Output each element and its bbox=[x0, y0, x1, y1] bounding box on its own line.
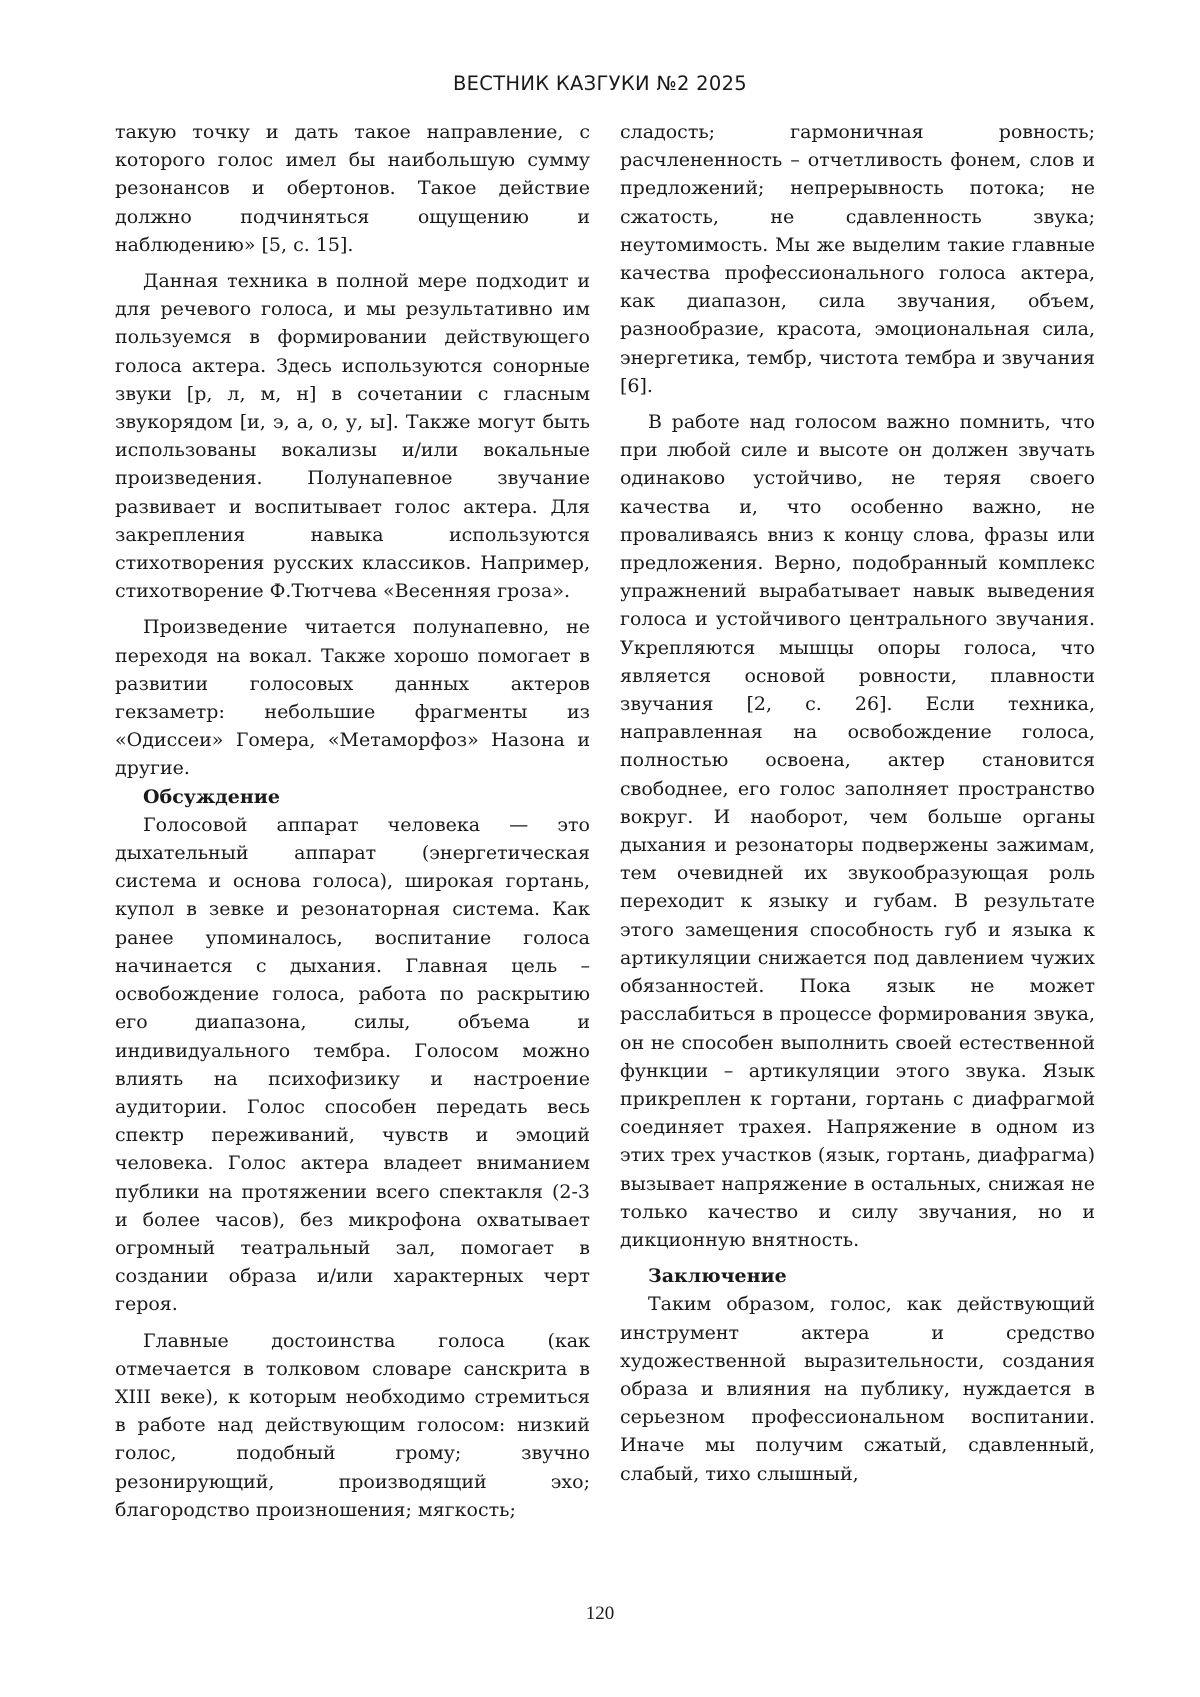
paragraph-hexameter: Произведение читается полунапевно, не переходя на вокал. Также хорошо помогает в развитии голосовых данных актеров гекзаметр: небольшие фрагменты из «Одиссеи» Гомера, «Метаморфоз» Назона и другие. bbox=[115, 616, 590, 780]
running-header: ВЕСТНИК КАЗГУКИ №2 2025 bbox=[452, 72, 748, 95]
section-heading-conclusion: Заключение bbox=[648, 1265, 787, 1288]
left-column bbox=[115, 118, 590, 1532]
right-column bbox=[620, 118, 1095, 1496]
paragraph-technique: Данная техника в полной мере подходит и для речевого голоса, и мы результативно им пользуемся в формировании действующего голоса актера. Здесь используются сонорные звуки [р, л, м, н] в сочетании с гласным звукорядом [и, э, а, о, у, ы]. Также могут быть использованы вокализы и/или вокальные произведения. Полунапевное звучание развивает и воспитывает голос актера. Для закрепления навыка используются стихотворения русских классиков. Например, стихотворение Ф.Тютчева «Весенняя гроза». bbox=[115, 270, 590, 603]
page-number: 120 bbox=[585, 1603, 615, 1624]
paragraph-voice-apparatus: Голосовой аппарат человека — это дыхательный аппарат (энергетическая система и основа голоса), широкая гортань, купол в зевке и резонаторная система. Как ранее упоминалось, воспитание голоса начинается с дыхания. Главная цель – освобождение голоса, работа по раскрытию его диапазона, силы, объема и индивидуального тембра. Голосом можно влиять на психофизику и настроение аудитории. Голос способен передать весь спектр переживаний, чувств и эмоций человека. Голос актера владеет вниманием публики на протяжении всего спектакля (2-3 и более часов), без микрофона охватывает огромный театральный зал, помогает в создании образа и/или характерных черт героя. bbox=[115, 813, 590, 1316]
paragraph-conclusion: Таким образом, голос, как действующий инструмент актера и средство художественной выразительности, создания образа и влияния на публику, нуждается в серьезном профессиональном воспитании. Иначе мы получим сжатый, сдавленный, слабый, тихо слышный, bbox=[620, 1293, 1095, 1485]
paragraph-voice-qualities: Главные достоинства голоса (как отмечается в толковом словаре санскрита в XIII веке), к которым необходимо стремиться в работе над действующим голосом: низкий голос, подобный грому; звучно резонирующий, производящий эхо; благородство произношения; мягкость; bbox=[115, 1329, 590, 1521]
paragraph-quote-end: такую точку и дать такое направление, с которого голос имел бы наибольшую сумму резонансов и обертонов. Такое действие должно подчиняться ощущению и наблюдению» [5, с. 15]. bbox=[115, 121, 590, 256]
paragraph-voice-work: В работе над голосом важно помнить, что при любой силе и высоте он должен звучать одинаково устойчиво, не теряя своего качества и, что особенно важно, не проваливаясь вниз к концу слова, фразы или предложения. Верно, подобранный комплекс упражнений вырабатывает навык выведения голоса и устойчивого центрального звучания. Укрепляются мышцы опоры голоса, что является основой ровности, плавности звучания [2, с. 26]. Если техника, направленная на освобождение голоса, полностью освоена, актер становится свободнее, его голос заполняет пространство вокруг. И наоборот, чем больше органы дыхания и резонаторы подвержены зажимам, тем очевидней их звукообразующая роль переходит к языку и губам. В результате этого замещения способность губ и языка к артикуляции снижается под давлением чужих обязанностей. Пока язык не может расслабиться в процессе формирования звука, он не способен выполнить своей естественной функции – артикуляции этого звука. Язык прикреплен к гортани, гортань с диафрагмой соединяет трахея. Напряжение в одном из этих трех участков (язык, гортань, диафрагма) вызывает напряжение в остальных, снижая не только качество и силу звучания, но и дикционную внятность. bbox=[620, 411, 1095, 1251]
paragraph-qualities-continued: сладость; гармоничная ровность; расчлененность – отчетливость фонем, слов и предложений; непрерывность потока; не сжатость, не сдавленность звука; неутомимость. Мы же выделим такие главные качества профессионального голоса актера, как диапазон, сила звучания, объем, разнообразие, красота, эмоциональная сила, энергетика, тембр, чистота тембра и звучания [6]. bbox=[620, 121, 1095, 397]
section-heading-discussion: Обсуждение bbox=[143, 785, 280, 808]
